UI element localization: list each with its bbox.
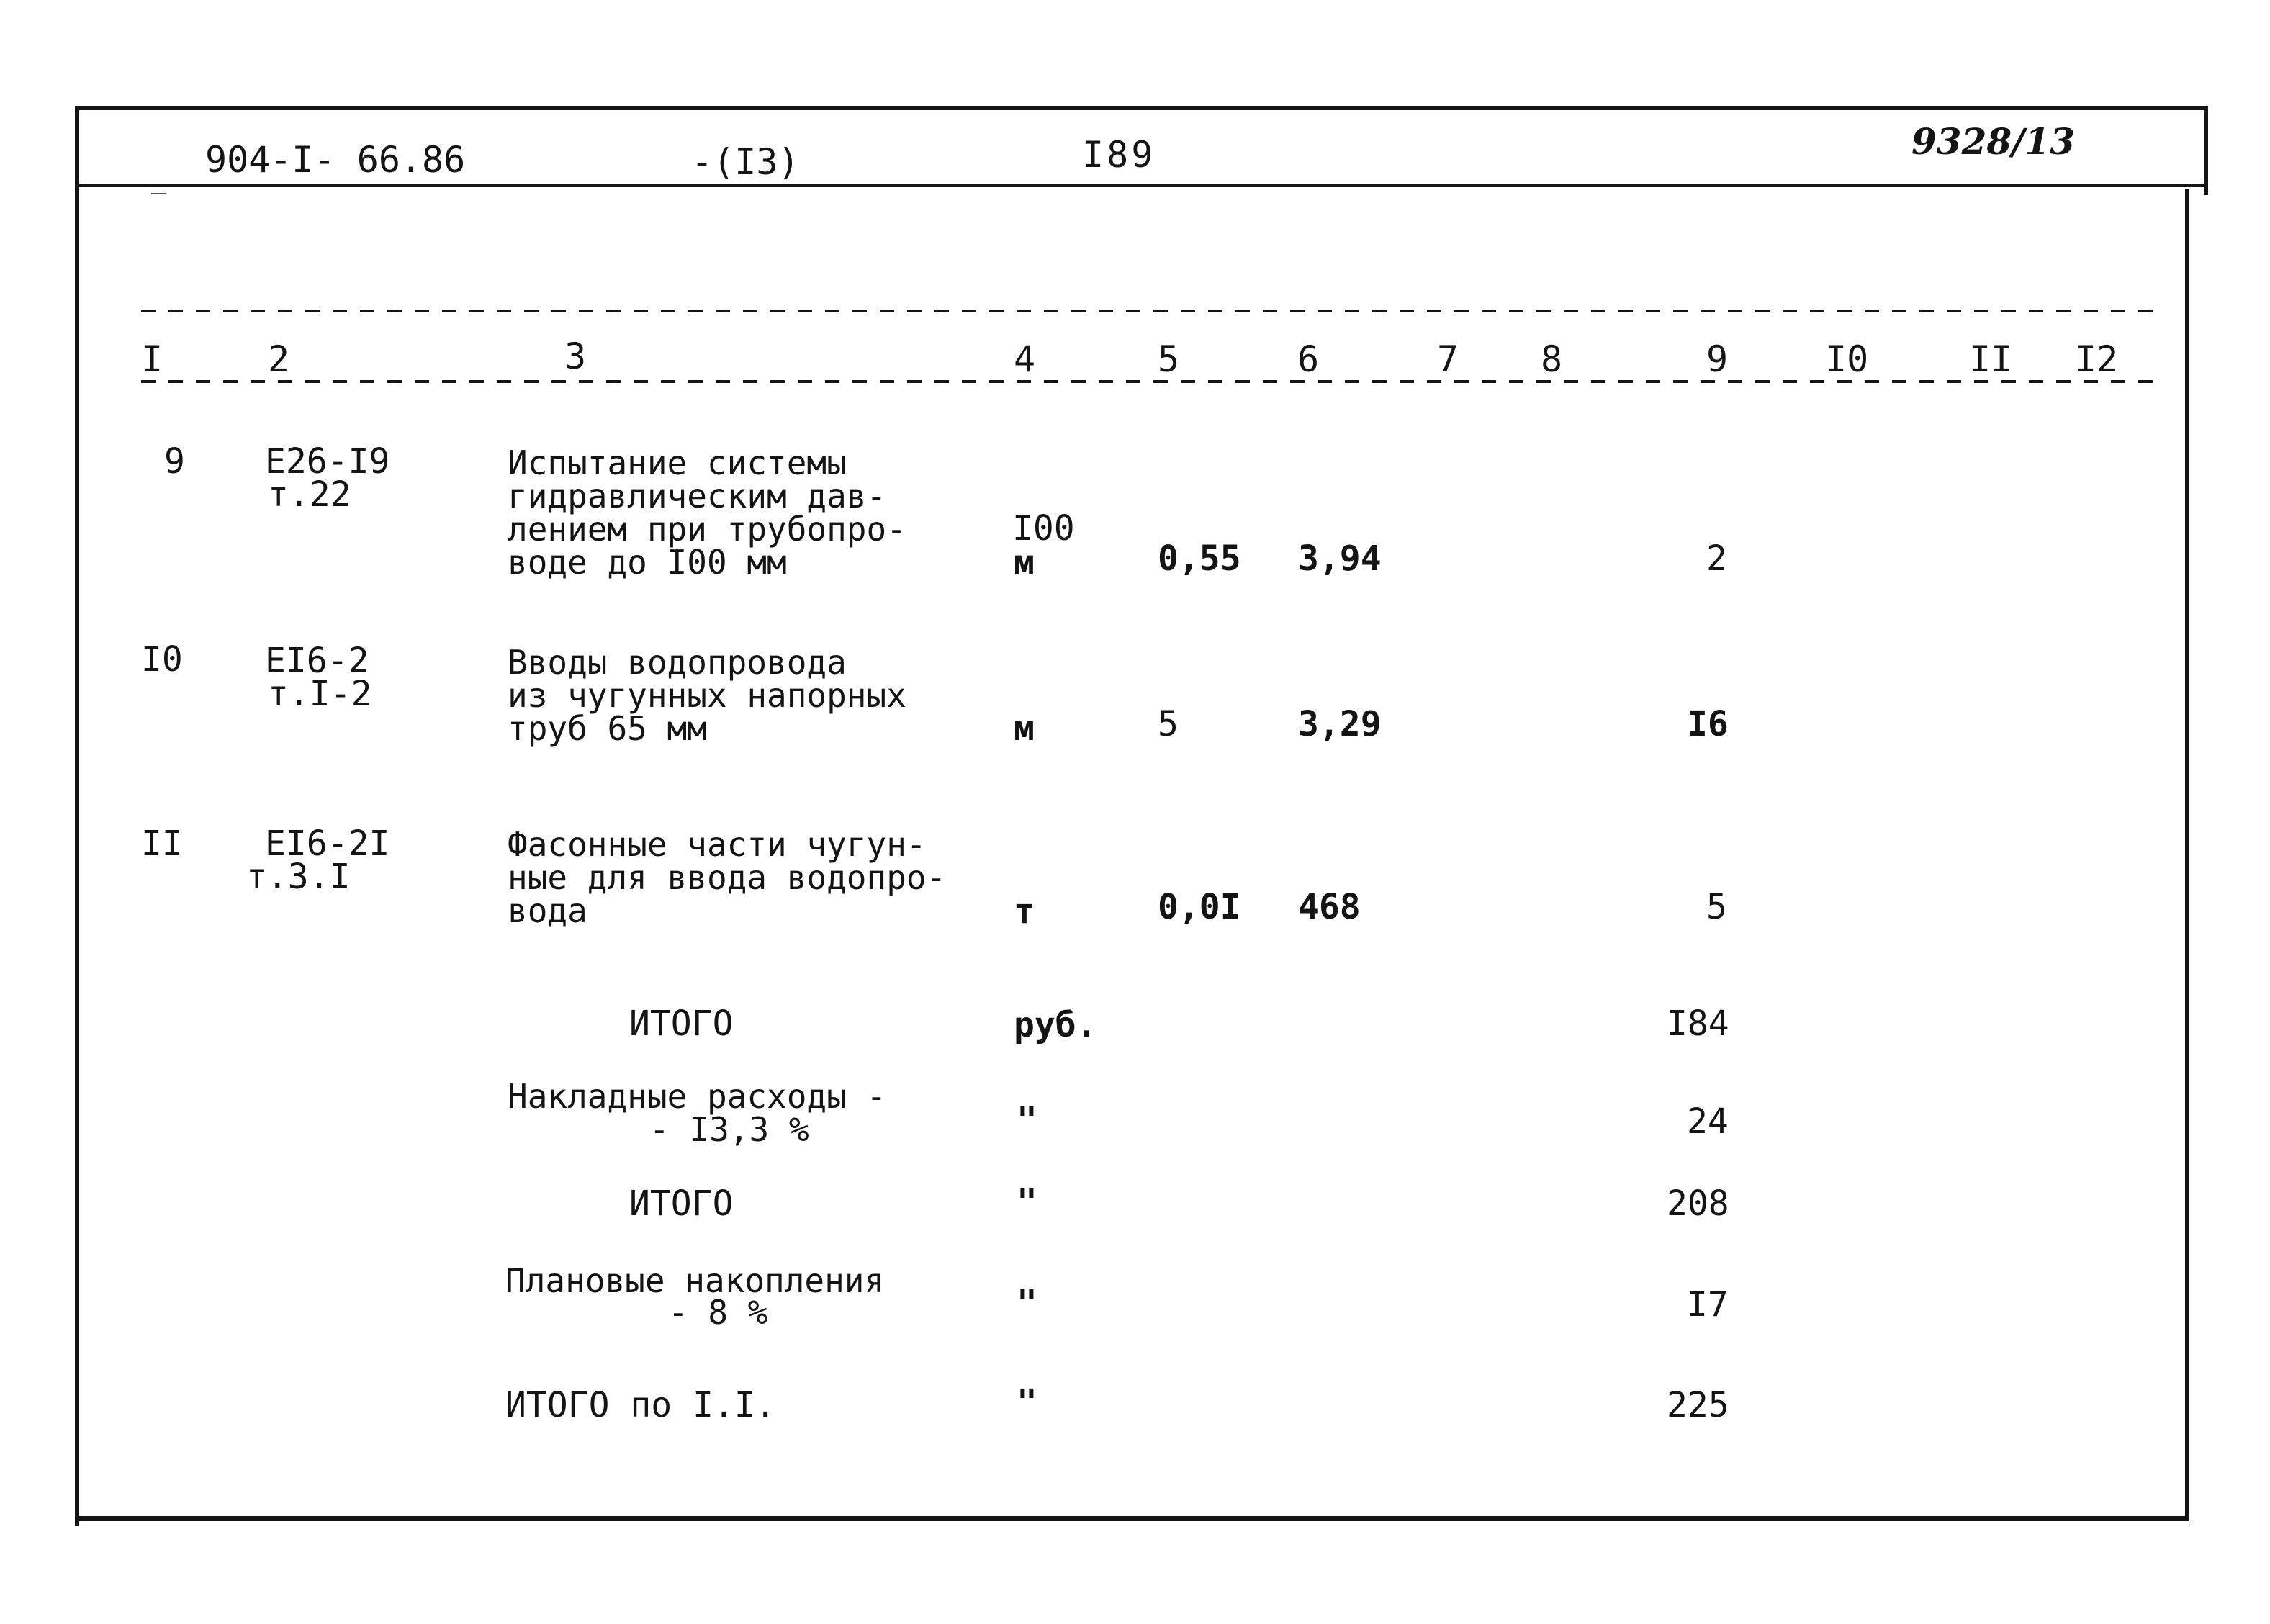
row-unit-price: 3,29 [1298, 704, 1382, 744]
summary-value: I84 [1667, 1003, 1729, 1044]
frame-top-border [78, 106, 2207, 110]
summary-value: 24 [1687, 1101, 1729, 1142]
row-quantity: 0,0I [1158, 887, 1241, 927]
column-number-4: 4 [1014, 338, 1036, 380]
row-number: II [141, 824, 183, 864]
summary-label: Накладные расходы - [508, 1077, 887, 1116]
row-description-line: Вводы водопровода [508, 643, 847, 682]
row-number: I0 [141, 639, 183, 680]
row-description-line: труб 65 мм [508, 709, 707, 748]
column-number-11: II [1969, 338, 2013, 380]
summary-label-rate: - 8 % [668, 1293, 768, 1332]
column-number-5: 5 [1158, 338, 1180, 380]
summary-label: ИТОГО по I.I. [505, 1385, 776, 1425]
column-strip-top-rule [141, 310, 2157, 312]
row-description-line: вода [508, 891, 587, 930]
row-unit-quantity: I00 [1012, 508, 1075, 549]
row-total-cost: 5 [1706, 887, 1727, 927]
column-strip-bottom-rule [141, 380, 2157, 383]
frame-bottom-border [75, 1516, 2189, 1521]
row-unit-price: 3,94 [1298, 538, 1382, 579]
summary-unit: " [1017, 1283, 1037, 1323]
row-code-table: т.3.I [246, 857, 351, 897]
row-description-line: гидравлическим дав- [508, 477, 887, 515]
row-description-line: Испытание системы [508, 443, 847, 482]
frame-right-border-upper [2204, 106, 2208, 195]
column-number-7: 7 [1437, 338, 1459, 380]
section-number: -(I3) [691, 141, 800, 183]
row-quantity: 5 [1158, 704, 1179, 744]
row-unit: т [1014, 891, 1035, 931]
column-number-9: 9 [1706, 338, 1729, 380]
sheet-reference: 9328/13 [1911, 120, 2076, 163]
page-number: I89 [1082, 134, 1156, 176]
summary-value: I7 [1687, 1284, 1729, 1325]
row-code-table: т.22 [268, 474, 351, 515]
row-unit-price: 468 [1298, 887, 1361, 927]
row-code: EI6-2I [265, 824, 390, 864]
column-number-10: I0 [1825, 338, 1869, 380]
row-description-line: воде до I00 мм [508, 543, 787, 582]
column-number-2: 2 [268, 338, 290, 380]
summary-label-rate: - I3,3 % [649, 1110, 809, 1149]
row-code: E26-I9 [265, 441, 390, 482]
row-unit: м [1014, 708, 1035, 749]
row-description-line: лением при трубопро- [508, 510, 906, 549]
row-unit: м [1014, 543, 1035, 583]
column-number-8: 8 [1541, 338, 1563, 380]
column-number-12: I2 [2075, 338, 2119, 380]
row-description-line: из чугунных напорных [508, 676, 906, 715]
summary-label: Плановые накопления [505, 1261, 885, 1300]
header-tick-mark [151, 193, 166, 194]
summary-label: ИТОГО [629, 1183, 734, 1224]
row-total-cost: 2 [1706, 538, 1727, 579]
summary-label: ИТОГО [629, 1003, 734, 1044]
summary-value: 225 [1667, 1385, 1729, 1425]
summary-unit: руб. [1014, 1005, 1097, 1045]
doc-code: 904-I- 66.86 [205, 139, 466, 181]
column-number-3: 3 [564, 335, 587, 377]
row-number: 9 [164, 441, 185, 482]
row-description-line: ные для ввода водопро- [508, 858, 947, 897]
row-description-line: Фасонные части чугун- [508, 825, 927, 864]
row-total-cost: I6 [1687, 704, 1729, 744]
summary-value: 208 [1667, 1183, 1729, 1224]
header-rule [79, 184, 2207, 187]
row-code: EI6-2 [265, 641, 369, 681]
frame-right-border-lower [2185, 189, 2189, 1517]
summary-unit: " [1017, 1100, 1037, 1140]
row-code-table: т.I-2 [268, 674, 372, 714]
summary-unit: " [1017, 1382, 1037, 1422]
summary-unit: " [1017, 1182, 1037, 1222]
row-quantity: 0,55 [1158, 538, 1241, 579]
frame-left-border [75, 106, 79, 1526]
column-number-6: 6 [1297, 338, 1320, 380]
column-number-1: I [141, 338, 163, 380]
